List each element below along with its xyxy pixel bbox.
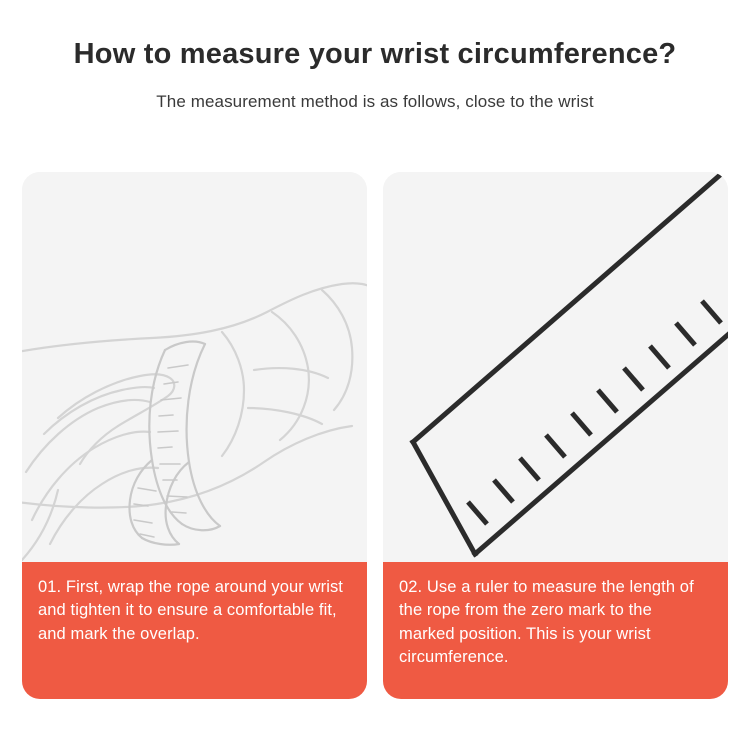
step-caption-1: 01. First, wrap the rope around your wrist and tighten it to ensure a comfortable fit, and mark the overlap.	[22, 562, 367, 699]
wrist-with-tape-measure-illustration	[22, 172, 367, 562]
page-subtitle: The measurement method is as follows, close to the wrist	[156, 92, 594, 111]
step-caption-2: 02. Use a ruler to measure the length of the rope from the zero mark to the marked position. This is your wrist circumference.	[383, 562, 728, 699]
ruler-illustration	[383, 172, 728, 562]
page-title: How to measure your wrist circumference?	[73, 38, 677, 70]
steps-container	[22, 172, 728, 699]
step-card-1	[22, 172, 367, 699]
step-card-2	[383, 172, 728, 699]
